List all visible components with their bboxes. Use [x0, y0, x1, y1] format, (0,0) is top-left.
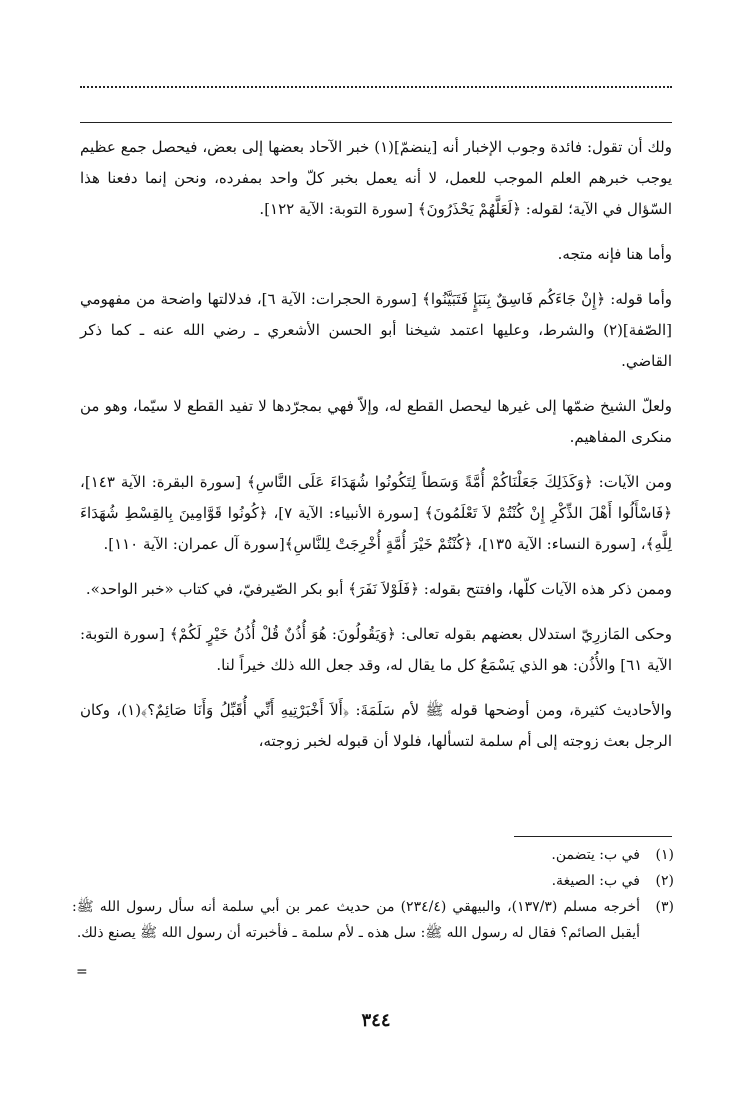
- footnote-text: في ب: الصيغة.: [551, 873, 640, 889]
- paragraph-4: ولعلّ الشيخ ضمّها إلى غيرها ليحصل القطع له، وإلاّ فهي بمجرّدها لا تفيد القطع لا سيّما، وهو من منكرى المفاهيم.: [80, 397, 672, 446]
- footnote-number: (٣): [655, 899, 674, 915]
- paragraph-6: وممن ذكر هذه الآيات كلّها، وافتتح بقوله: ﴿فَلَوْلاَ نَفَرَ﴾ أبو بكر الصّيرفيّ، في كتاب «خبر الواحد».: [85, 580, 672, 598]
- paragraph-5: ومن الآيات: ﴿وَكَذَلِكَ جَعَلْنَاكُمْ أُمَّةً وَسَطاً لِتَكُونُوا شُهَدَاءَ عَلَى النَّاسِ﴾ [سورة البقرة: الآية ١٤٣]، ﴿فَاسْأَلُوا أَهْلَ الذِّكْرِ إِنْ كُنْتُمْ لاَ تَعْلَمُونَ﴾ [سورة الأنبياء: الآية ٧]، ﴿كُونُوا قَوَّامِينَ بِالقِسْطِ شُهَدَاءَ لِلَّهِ﴾، [سورة النساء: الآية ١٣٥]، ﴿كُنْتُمْ خَيْرَ أُمَّةٍ أُخْرِجَتْ لِلنَّاسِ﴾[سورة آل عمران: الآية ١١٠].: [80, 473, 672, 553]
- header-dotted-line: [80, 86, 672, 88]
- page-number: ٣٤٤: [361, 1010, 391, 1031]
- footnote-number: (١): [655, 847, 674, 863]
- footnote: [72, 868, 674, 894]
- header-rule: [80, 122, 672, 123]
- footnote-separator: [514, 836, 672, 837]
- paragraph-2: وأما هنا فإنه متجه.: [557, 245, 672, 263]
- paragraph-8: والأحاديث كثيرة، ومن أوضحها قوله ﷺ لأم سَلَمَةَ: ﴿أَلاَ أَخْبَرْتِيهِ أَنِّي أُقَبِّلُ وَأَنَا صَائِمٌ؟﴾(١)، وكان الرجل بعث زوجته إلى أم سلمة لتسألها، فلولا أن قبوله لخبر زوجته،: [80, 701, 672, 750]
- footnote-number: (٢): [655, 873, 674, 889]
- paragraph-7: وحكى المَازرِيّ استدلال بعضهم بقوله تعالى: ﴿وَيَقُولُونَ: هُوَ أُذُنٌ قُلْ أُذُنُ خَيْرٍ لَكُمْ﴾ [سورة التوبة: الآية ٦١] والأُذُن: هو الذي يَسْمَعُ كل ما يقال له، وقد جعل الله ذلك خيراً لنا.: [80, 625, 672, 674]
- main-text: [80, 132, 672, 771]
- paragraph-1: ولك أن تقول: فائدة وجوب الإخبار أنه [ينضمّ](١) خبر الآحاد بعضها إلى بعض، فيحصل جمع عظيم يوجب خبرهم العلم الموجب للعمل، لا أنه يعمل بخبر كلّ واحد بمفرده، ونحن إنما دفعنا هذا السّؤال في الآية؛ لقوله: ﴿لَعَلَّهُمْ يَحْذَرُونَ﴾ [سورة التوبة: الآية ١٢٢].: [80, 138, 673, 218]
- footnote: [72, 842, 674, 868]
- footnote-text: أخرجه مسلم (١٣٧/٣)، والبيهقي (٢٣٤/٤) من حديث عمر بن أبي سلمة أنه سأل رسول الله ﷺ: أيقبل الصائم؟ فقال له رسول الله ﷺ: سل هذه ـ لأم سلمة ـ فأخبرته أن رسول الله ﷺ يصنع ذلك.: [72, 899, 640, 941]
- footnote-text: في ب: يتضمن.: [551, 847, 640, 863]
- footnotes: [72, 842, 674, 946]
- paragraph-3: وأما قوله: ﴿إِنْ جَاءَكُم فَاسِقٌ بِنَبَإٍ فَتَبَيَّنُوا﴾ [سورة الحجرات: الآية ٦]، فدلالتها واضحة من مفهومي [الصّفة](٢) والشرط، وعليها اعتمد شيخنا أبو الحسن الأشعري ـ رضي الله عنه ـ كما ذكر القاضي.: [80, 290, 672, 370]
- margin-mark: =: [76, 964, 88, 980]
- footnote: [72, 894, 674, 946]
